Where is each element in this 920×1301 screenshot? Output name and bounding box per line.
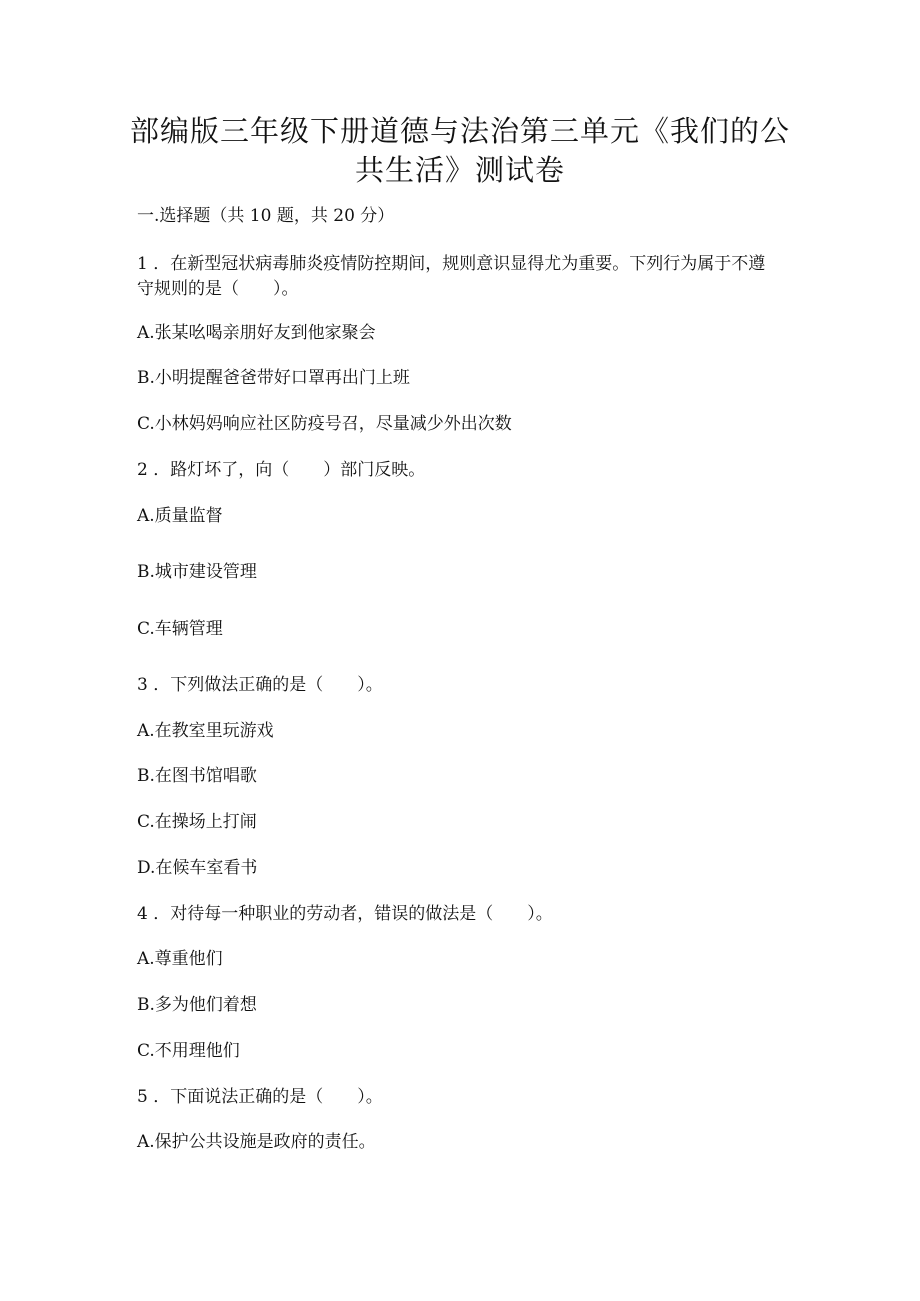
question-1-stem: 1 ．在新型冠状病毒肺炎疫情防控期间，规则意识显得尤为重要。下列行为属于不遵守规则的是（ ）。 (137, 254, 766, 299)
question-4-option-c: C.不用理他们 (137, 1041, 240, 1061)
question-4-stem: 4 ．对待每一种职业的劳动者，错误的做法是（ ）。 (137, 904, 553, 924)
document-title: 部编版三年级下册道德与法治第三单元《我们的公共生活》测试卷 (129, 114, 790, 187)
question-2-option-b: B.城市建设管理 (137, 562, 257, 582)
question-4-option-a: A.尊重他们 (137, 949, 223, 969)
question-1-option-b: B.小明提醒爸爸带好口罩再出门上班 (137, 368, 410, 388)
section-heading: 一.选择题（共 10 题，共 20 分） (137, 206, 395, 226)
question-5-stem: 5 ．下面说法正确的是（ ）。 (137, 1087, 383, 1107)
question-3-stem: 3 ．下列做法正确的是（ ）。 (137, 675, 383, 695)
question-4-option-b: B.多为他们着想 (137, 995, 257, 1015)
question-2-stem: 2 ．路灯坏了，向（ ）部门反映。 (137, 460, 426, 480)
question-3-option-b: B.在图书馆唱歌 (137, 766, 257, 786)
question-2-option-a: A.质量监督 (137, 506, 223, 526)
question-1-option-a: A.张某吆喝亲朋好友到他家聚会 (137, 323, 376, 343)
question-2-option-c: C.车辆管理 (137, 619, 223, 639)
question-3-option-d: D.在候车室看书 (137, 858, 258, 878)
question-1-option-c: C.小林妈妈响应社区防疫号召，尽量减少外出次数 (137, 414, 512, 434)
question-3-option-c: C.在操场上打闹 (137, 812, 257, 832)
question-5-option-a: A.保护公共设施是政府的责任。 (137, 1132, 376, 1152)
question-3-option-a: A.在教室里玩游戏 (137, 721, 274, 741)
